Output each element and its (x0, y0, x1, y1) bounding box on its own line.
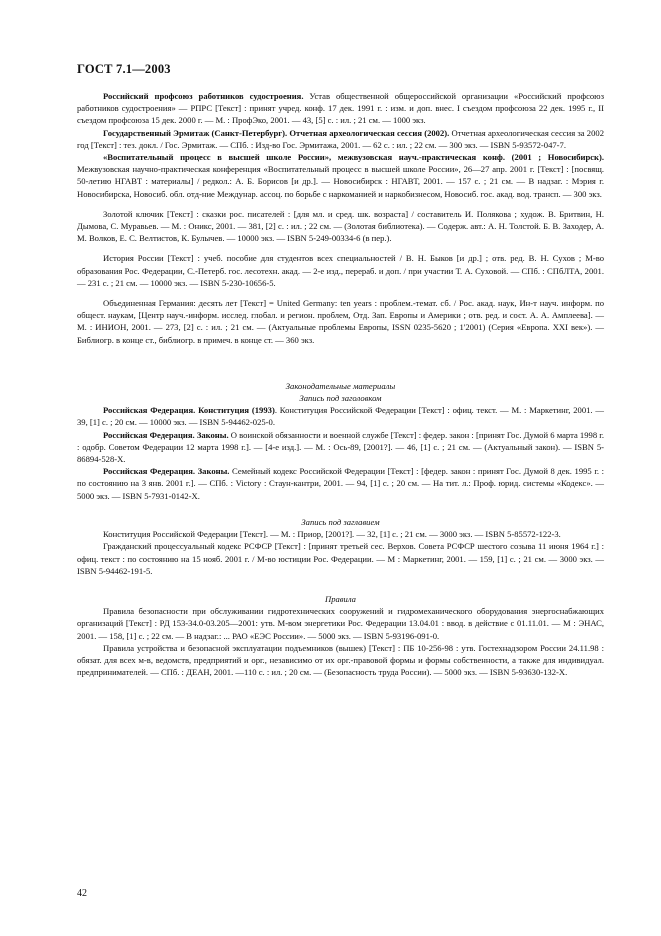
entry: Правила безопасности при обслуживании гидротехнических сооружений и гидромеханического оборудования энергоснабжающих организаций [Текст] : РД 153-34.0-03.205—2001: утв. М-вом энергетики Рос. Федерации 13.04.01 : ввод. в действие с 01.11.01. — М : ЭНАС, 2001. — 158, [1] с. ; 22 см. — В надзаг.: ... РАО «ЕЭС России». — 5000 экз. — ISBN 5-93196-091-0. (77, 606, 604, 641)
entry: Правила устройства и безопасной эксплуатации подъемников (вышек) [Текст] : ПБ 10-256-98 : утв. Гостехнадзором России 24.11.98 : обязат. для всех м-в, ведомств, предприятий и орг., независимо от их орг.-правовой формы и формы собственности, а также для индивидуал. предпринимателей. — СПб. : ДЕАН, 2001. —110 с. : ил. ; 20 см. — (Безопасность труда России). — 5000 экз. — ISBN 5-93630-132-X. (77, 642, 604, 678)
entry: Российская Федерация. Законы. О воинской обязанности и военной службе [Текст] : федер. закон : [принят Гос. Думой 6 марта 1998 г. : одобр. Советом Федерации 12 марта 1998 г.]. — [4-е изд.]. — М. : Ось-89, [2001?]. — 46, [1] с. ; 21 см. — (Актуальный закон). — ISBN 5-86894-528-X. (77, 429, 605, 465)
section-heading-legislative: Законодательные материалы (285, 380, 396, 391)
entry: Государственный Эрмитаж (Санкт-Петербург). Отчетная археологическая сессия (2002). Отчетная археологическая сессия за 2002 год [Текст] : тез. докл. / Гос. Эрмитаж. — СПб. : Изд-во Гос. Эрмитажа, 2001. — 62 с. : ил. ; 22 см. — 300 экз. — ISBN 5-93572-047-7. (77, 127, 604, 150)
entry: Российская Федерация. Конституция (1993). Конституция Российской Федерации [Текст] : офиц. текст. — М. : Маркетинг, 2001. — 39, [1] с. ; 20 см. — 10000 экз. — ISBN 5-94462-025-0. (77, 405, 604, 428)
entry: Объединенная Германия: десять лет [Текст] = United Germany: ten years : проблем.-темат. сб. / Рос. акад. наук, Ин-т науч. информ. по общест. наукам, [Центр науч.-информ. исслед. глобал. и регион. проблем, Отд. Зап. Европы и Америки ; отв. ред. и сост. А. А. Амплеева]. — М. : ИНИОН, 2001. — 273, [2] с. : ил. ; 21 см. — (Актуальные проблемы Европы, ISSN 0235-5620 ; 1'2001) (Серия «Европа. XXI век»). — Библиогр. в конце ст., библиогр. в примеч. в конце ст. — 360 экз. (77, 298, 604, 345)
subsection-heading-by-title: Запись под заглавием (301, 516, 380, 527)
entry: Золотой ключик [Текст] : сказки рос. писателей : [для мл. и сред. шк. возраста] / составитель И. Полякова ; худож. В. Бритвин, Н. Дымова, С. Муравьев. — М. : Оникс, 2001. — 381, [2] с. : ил. ; 22 см. — (Золотая библиотека). — Содерж. авт.: А. Н. Толстой. Б. В. Заходер, А. М. Волков, Е. С. Велтистов, К. Булычев. — 10000 экз. — ISBN 5-249-00334-6 (в пер.). (77, 208, 604, 244)
document-body (77, 90, 604, 678)
document-header: ГОСТ 7.1—2003 (77, 62, 171, 76)
entry: Конституция Российской Федерации [Текст]. — М. : Приор, [2001?]. — 32, [1] с. ; 21 см. — 3000 экз. — ISBN 5-85572-122-3. (103, 529, 561, 540)
entry: История России [Текст] : учеб. пособие для студентов всех специальностей / В. Н. Быков [и др.] ; отв. ред. В. Н. Сухов ; М-во образования Рос. Федерации, С.-Петерб. гос. лесотехн. акад. — 2-е изд., перераб. и доп. / при участии Т. А. Суховой. — СПб. : СПбЛТА, 2001. — 231 с. ; 21 см. — 10000 экз. — ISBN 5-230-10656-5. (77, 253, 604, 288)
entry: Российский профсоюз работников судостроения. Устав общественной общероссийской организации «Российский профсоюз работников судостроения» — РПРС [Текст] : принят учред. конф. 17 дек. 1991 г. : изм. и доп. внес. I съездом профсоюза 22 дек. 1995 г., II съездом профсоюза 15 дек. 2000 г. — М. : ПрофЭко, 2001. — 43, [5] с. : ил. ; 21 см. — 1000 экз. (77, 91, 604, 126)
entry: Гражданский процессуальный кодекс РСФСР [Текст] : [принят третьей сес. Верхов. Совета РСФСР шестого созыва 11 июня 1964 г.] : офиц. текст : по состоянию на 15 нояб. 2001 г. / М-во юстиции Рос. Федерации. — М : Маркетинг, 2001. — 159, [1] с. ; 21 см. — 3000 экз. — ISBN 5-94462-191-5. (77, 541, 604, 576)
page-number: 42 (77, 888, 87, 899)
subsection-heading-by-heading: Запись под заголовком (299, 393, 382, 404)
entry: «Воспитательный процесс в высшей школе России», межвузовская науч.-практическая конф. (2001 ; Новосибирск). Межвузовская научно-практическая конференция «Воспитательный процесс в высшей школе России», 26—27 апр. 2001 г. [Текст] : [посвящ. 50-летию НГАВТ : материалы] / редкол.: А. Б. Борисов [и др.]. — Новосибирск : НГАВТ, 2001. — 157 с. ; 21 см. — В надзаг. : Мэрия г. Новосибирска, Новосиб. обл. отд-ние Междунар. ассоц. по борьбе с наркоманией и наркобизнесом, Новосиб. гос. акад. вод. трансп. — 300 экз. (77, 152, 604, 199)
entry: Российская Федерация. Законы. Семейный кодекс Российской Федерации [Текст] : [федер. закон : принят Гос. Думой 8 дек. 1995 г. : по состоянию на 3 янв. 2001 г.]. — СПб. : Victory : Стаун-кантри, 2001. — 94, [1] с. ; 20 см. — На тит. л.: Проф. юрид. системы «Кодекс». — 5000 экз. — ISBN 5-7931-0142-X. (77, 466, 604, 501)
section-heading-rules: Правила (325, 593, 356, 604)
